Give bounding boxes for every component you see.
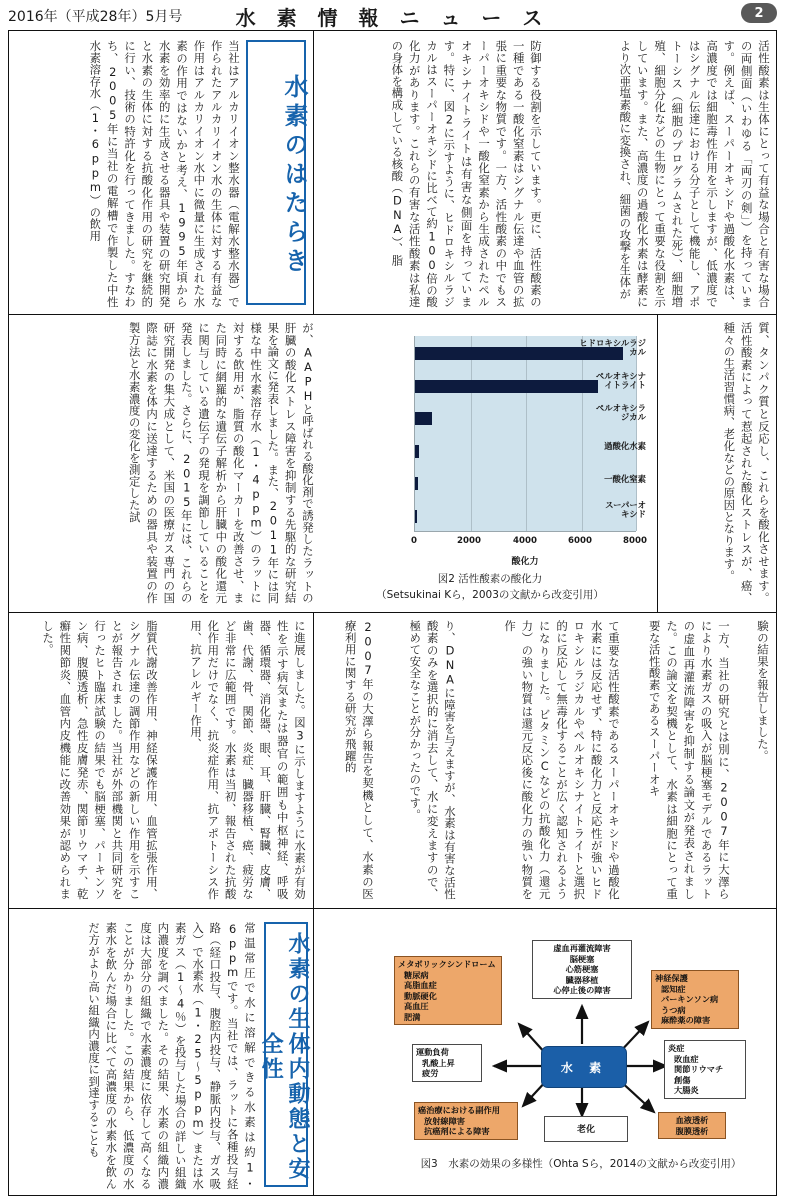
figure3-exercise-0: 運動負荷 [416, 1047, 449, 1057]
band4-vertical-divider [313, 909, 314, 1196]
figure3-dialysis-1: 腹膜透析 [675, 1125, 709, 1136]
figure3-inflammation-1: 敗血症 [674, 1053, 699, 1064]
figure3-neuro-2: パーキンソン病 [661, 994, 719, 1004]
section3-column-5: て重要な活性酸素であるスーパーオキシドや過酸化水素には反応せず、特に酸化力と反応性が強いヒドロキシルラジカルやペルオキシナイトライトと選択的に反応して無毒化することが広く認知されるようになりました。ビタミンCなどの抗酸化力（還元力）の強い物質は還元反応後に酸化力の強い物質を作 [503, 620, 621, 900]
figure3 [386, 944, 776, 1194]
section2-column-2: 質、タンパク質と反応し、これらを酸化させます。活性酸素によって惹起された酸化ストレスが、癌、種々の生活習慣病、老化などの原因となります。 [722, 322, 771, 604]
band-divider-3 [8, 908, 777, 909]
section1-title-box [246, 40, 306, 305]
figure3-box-inflammation [664, 1040, 746, 1099]
figure3-metabolic-1: 糖尿病 [404, 969, 429, 980]
figure3-ischemia-4: 心停止後の障害 [553, 985, 611, 995]
figure3-inflammation-2: 関節リウマチ [674, 1064, 724, 1074]
band-divider-2 [8, 612, 777, 613]
chart-ylabel-1: ペルオキシナ イトライト [595, 371, 646, 391]
figure3-box-dialysis [658, 1112, 726, 1139]
bar-superoxide [415, 510, 417, 523]
issue-date: 2016年（平成28年）5月号 [8, 9, 183, 25]
band2-vertical-divider [657, 315, 658, 612]
figure3-metabolic-3: 動脈硬化 [404, 990, 437, 1001]
figure3-inflammation-3: 創傷 [674, 1074, 691, 1085]
figure3-caption: 図3 水素の効果の多様性（Ohta Sら，2014の文献から改変引用） [420, 1158, 742, 1170]
figure3-hub-hydrogen: 水 素 [541, 1046, 627, 1088]
section1-column-1: 当社はアルカリイオン整水器（電解水整水器）で作られたアルカリイオン水の生体に対する有益な作用はアルカリイオン水中に微量に生成された水素の作用ではないかと考え、1995年頃から水素を効率的に生成させる器具や装置の研究開発と水素の生体に対する抗酸化作用の研究を継続的に行い、技術の特許化を行ってきました。すなわち、2005年に当社の電解槽で作製した中性水素溶存水（1・6ppm）の飲用 [88, 40, 241, 308]
figure3-metabolic-4: 高血圧 [404, 1001, 429, 1011]
chart-xtick-6000: 6000 [568, 536, 592, 546]
bar-hydrogen-peroxide [415, 445, 419, 458]
figure3-ischemia-2: 心筋梗塞 [565, 964, 599, 974]
figure3-inflammation-0: 炎症 [668, 1043, 685, 1053]
band3-vertical-divider [313, 613, 314, 908]
chart-xtick-0: 0 [411, 536, 417, 546]
gridline-2000 [471, 336, 472, 531]
figure3-box-aging [544, 1116, 628, 1142]
chart-ylabel-4: 一酸化窒素 [604, 474, 646, 484]
section2-column-1: が、AAPHと呼ばれる酸化剤で誘発したラットの肝臓の酸化ストレス障害を抑制する先駆的な研究結果を論文に発表しました。また、2011年には同様な中性水素溶存水（1・4ppm）のラットに対する飲用が、脂質の酸化マーカーを改善させ、また同時に網羅的な遺伝子解析から肝臓中の酸化還元に関与している遺伝子の発現を調節していることを発表しました。さらに、2015年には、これらの研究開発の集大成として、米国の医療ガス専門の国際誌に水素を体内に送達するための器具や装置の作製方法と水素濃度の変化を測定した試 [127, 322, 315, 604]
figure3-aging-0: 老化 [576, 1125, 595, 1135]
figure3-box-metabolic [394, 956, 502, 1025]
figure3-box-exercise [412, 1044, 482, 1082]
chart-xtick-4000: 4000 [513, 536, 537, 546]
figure3-ischemia-0: 虚血再灌流障害 [553, 943, 611, 953]
bar-peroxyl-radical [415, 412, 432, 425]
figure3-box-cancer [414, 1102, 518, 1140]
section4-title-box [258, 922, 310, 1187]
figure3-exercise-2: 疲労 [422, 1068, 439, 1078]
figure3-neuro-4: 麻酔薬の障害 [661, 1015, 711, 1025]
figure3-dialysis-0: 血液透析 [675, 1115, 709, 1125]
section3-column-6: 一方、当社の研究とは別に、2007年に大澤らにより水素ガスの吸入が脳梗塞モデルであるラットの虚血再灌流障害を抑制する論文が発表されました。この論文を契機として、水素は細胞にとって重要な活性酸素であるスーパーオキ [647, 620, 731, 900]
figure3-metabolic-0: メタボリックシンドローム [398, 959, 496, 969]
figure2-caption [334, 572, 646, 604]
figure3-neuro-0: 神経保護 [655, 973, 688, 983]
masthead [0, 0, 785, 32]
section3-column-4: り、DNAに障害を与えますが、水素は有害な活性酸素のみを選択的に消去して、水に変えますので、極めて安全なことが分かったのです。 [408, 620, 457, 900]
figure3-metabolic-5: 肥満 [404, 1011, 421, 1022]
band1-vertical-divider [313, 31, 314, 314]
figure3-neuro-3: うつ病 [661, 1004, 686, 1015]
figure3-metabolic-2: 高脂血症 [404, 980, 437, 990]
chart-xtick-2000: 2000 [457, 536, 481, 546]
figure3-cancer-2: 抗癌剤による障害 [424, 1126, 490, 1136]
band-divider-1 [8, 314, 777, 315]
section3-column-2: に進展しました。図3に示しますように水素が有効性を示す病気または器官の範囲も中枢神経、呼吸器、循環器、消化器、眼、耳、肝臓、腎臓、皮膚、歯、代謝、骨、関節、炎症、臓器移植、癌、疲労など非常に広範囲です。水素は当初、報告された抗酸化作用だけでなく、抗炎症作用、抗アポトーシス作用、抗アレルギー作用、 [189, 620, 307, 900]
figure3-neuro-1: 認知症 [661, 983, 686, 994]
section3-column-7: 験の結果を報告しました。 [756, 620, 770, 762]
figure3-cancer-0: 癌治療における副作用 [418, 1105, 500, 1115]
section1-column-3: 活性酸素は生体にとって有益な場合と有害な場合の両側面（いわゆる「両刃の剣」）を持っています。例えば、スーパーオキシドや過酸化水素は、高濃度では細胞毒性作用を示しますが、低濃度ではシグナル伝達における分子として機能し、アポトーシス（細胞のプログラムされた死）、細胞増殖、細胞分化などの生物にとって重要な役割を示しています。また、高濃度の過酸化水素は酵素により次亜塩素酸に変換され、細菌の攻撃を生体が [618, 40, 771, 308]
figure3-exercise-1: 乳酸上昇 [422, 1057, 455, 1068]
section4-title: 水素の生体内動態と安全性 [258, 932, 310, 1182]
section3-column-3: 2007年の大澤ら報告を契機として、水素の医療利用に関する研究が飛躍的 [343, 620, 375, 900]
chart-ylabel-3: 過酸化水素 [604, 441, 646, 451]
chart-xtick-8000: 8000 [623, 536, 647, 546]
section1-title: 水素のはたらき [280, 73, 308, 277]
figure2-caption-line1: 図2 活性酸素の酸化力 [437, 573, 543, 585]
section4-column-1: 常温常圧で水に溶解できる水素は約1・6ppmです。当社では、ラットに各種投与経路（経口投与、腹腔内投与、静脈内投与、ガス吸入）で水素水（1・25～5ppm）または水素ガス（1～4％）を投与した場合の詳しい組織内濃度を調べました。その結果、水素の組織内濃度は大部分の組織で水素濃度に依存して高くなることが分かりました。この結果から、低濃度の水素水を飲んだ場合に比べて高濃度の水素水を飲んだ方がより高い組織内濃度に到達することも [87, 922, 257, 1190]
page-number-badge: 2 [741, 3, 777, 23]
figure3-ischemia-1: 脳梗塞 [569, 953, 595, 964]
gridline-4000 [526, 336, 527, 531]
chart-ylabel-5: スーパーオ キシド [605, 500, 646, 520]
chart-xaxis-label: 酸化力 [511, 557, 539, 567]
section1-column-2: 防御する役割を示しています。更に、活性酸素の一種である一酸化窒素はシグナル伝達や血管の拡張に重要な物質です。一方、活性酸素の中でもスーパーオキシドや一酸化窒素から生成されたペルオキシナイトライトは有害な側面を持っています。特に、図2に示すように、ヒドロキシルラジカルはスーパーオキシドに比べて約100倍の酸化力があります。これらの有害な活性酸素は私達の身体を構成している核酸（DNA）、脂 [390, 40, 543, 308]
figure3-inflammation-4: 大腸炎 [674, 1085, 699, 1095]
figure3-cancer-1: 放射線障害 [424, 1115, 465, 1126]
figure2 [334, 332, 646, 607]
figure3-ischemia-3: 臓器移植 [565, 974, 599, 985]
figure3-box-ischemia [532, 940, 632, 999]
section3-column-1: 脂質代謝改善作用、神経保護作用、血管拡張作用、シグナル伝達の調節作用などの新しい作用を示すことが報告されました。当社が外部機関と共同研究を行ったヒト臨床試験の結果でも脳梗塞、パーキンソン病、腹膜透析、急性皮膚発赤、関節リウマチ、乾癬性関節炎、血管内皮機能に改善効果が認められました。 [41, 620, 159, 900]
figure2-caption-line2: （Setsukinai Kら，2003の文献から改変引用） [376, 588, 604, 601]
publication-title: 水 素 情 報 ニ ュ ー ス [235, 6, 550, 30]
chart-ylabel-0: ヒドロキシルラジ カル [579, 338, 646, 358]
figure3-box-neuro [651, 970, 739, 1029]
bar-nitric-oxide [415, 477, 418, 490]
chart-ylabel-2: ペルオキシラ ジカル [595, 403, 646, 423]
